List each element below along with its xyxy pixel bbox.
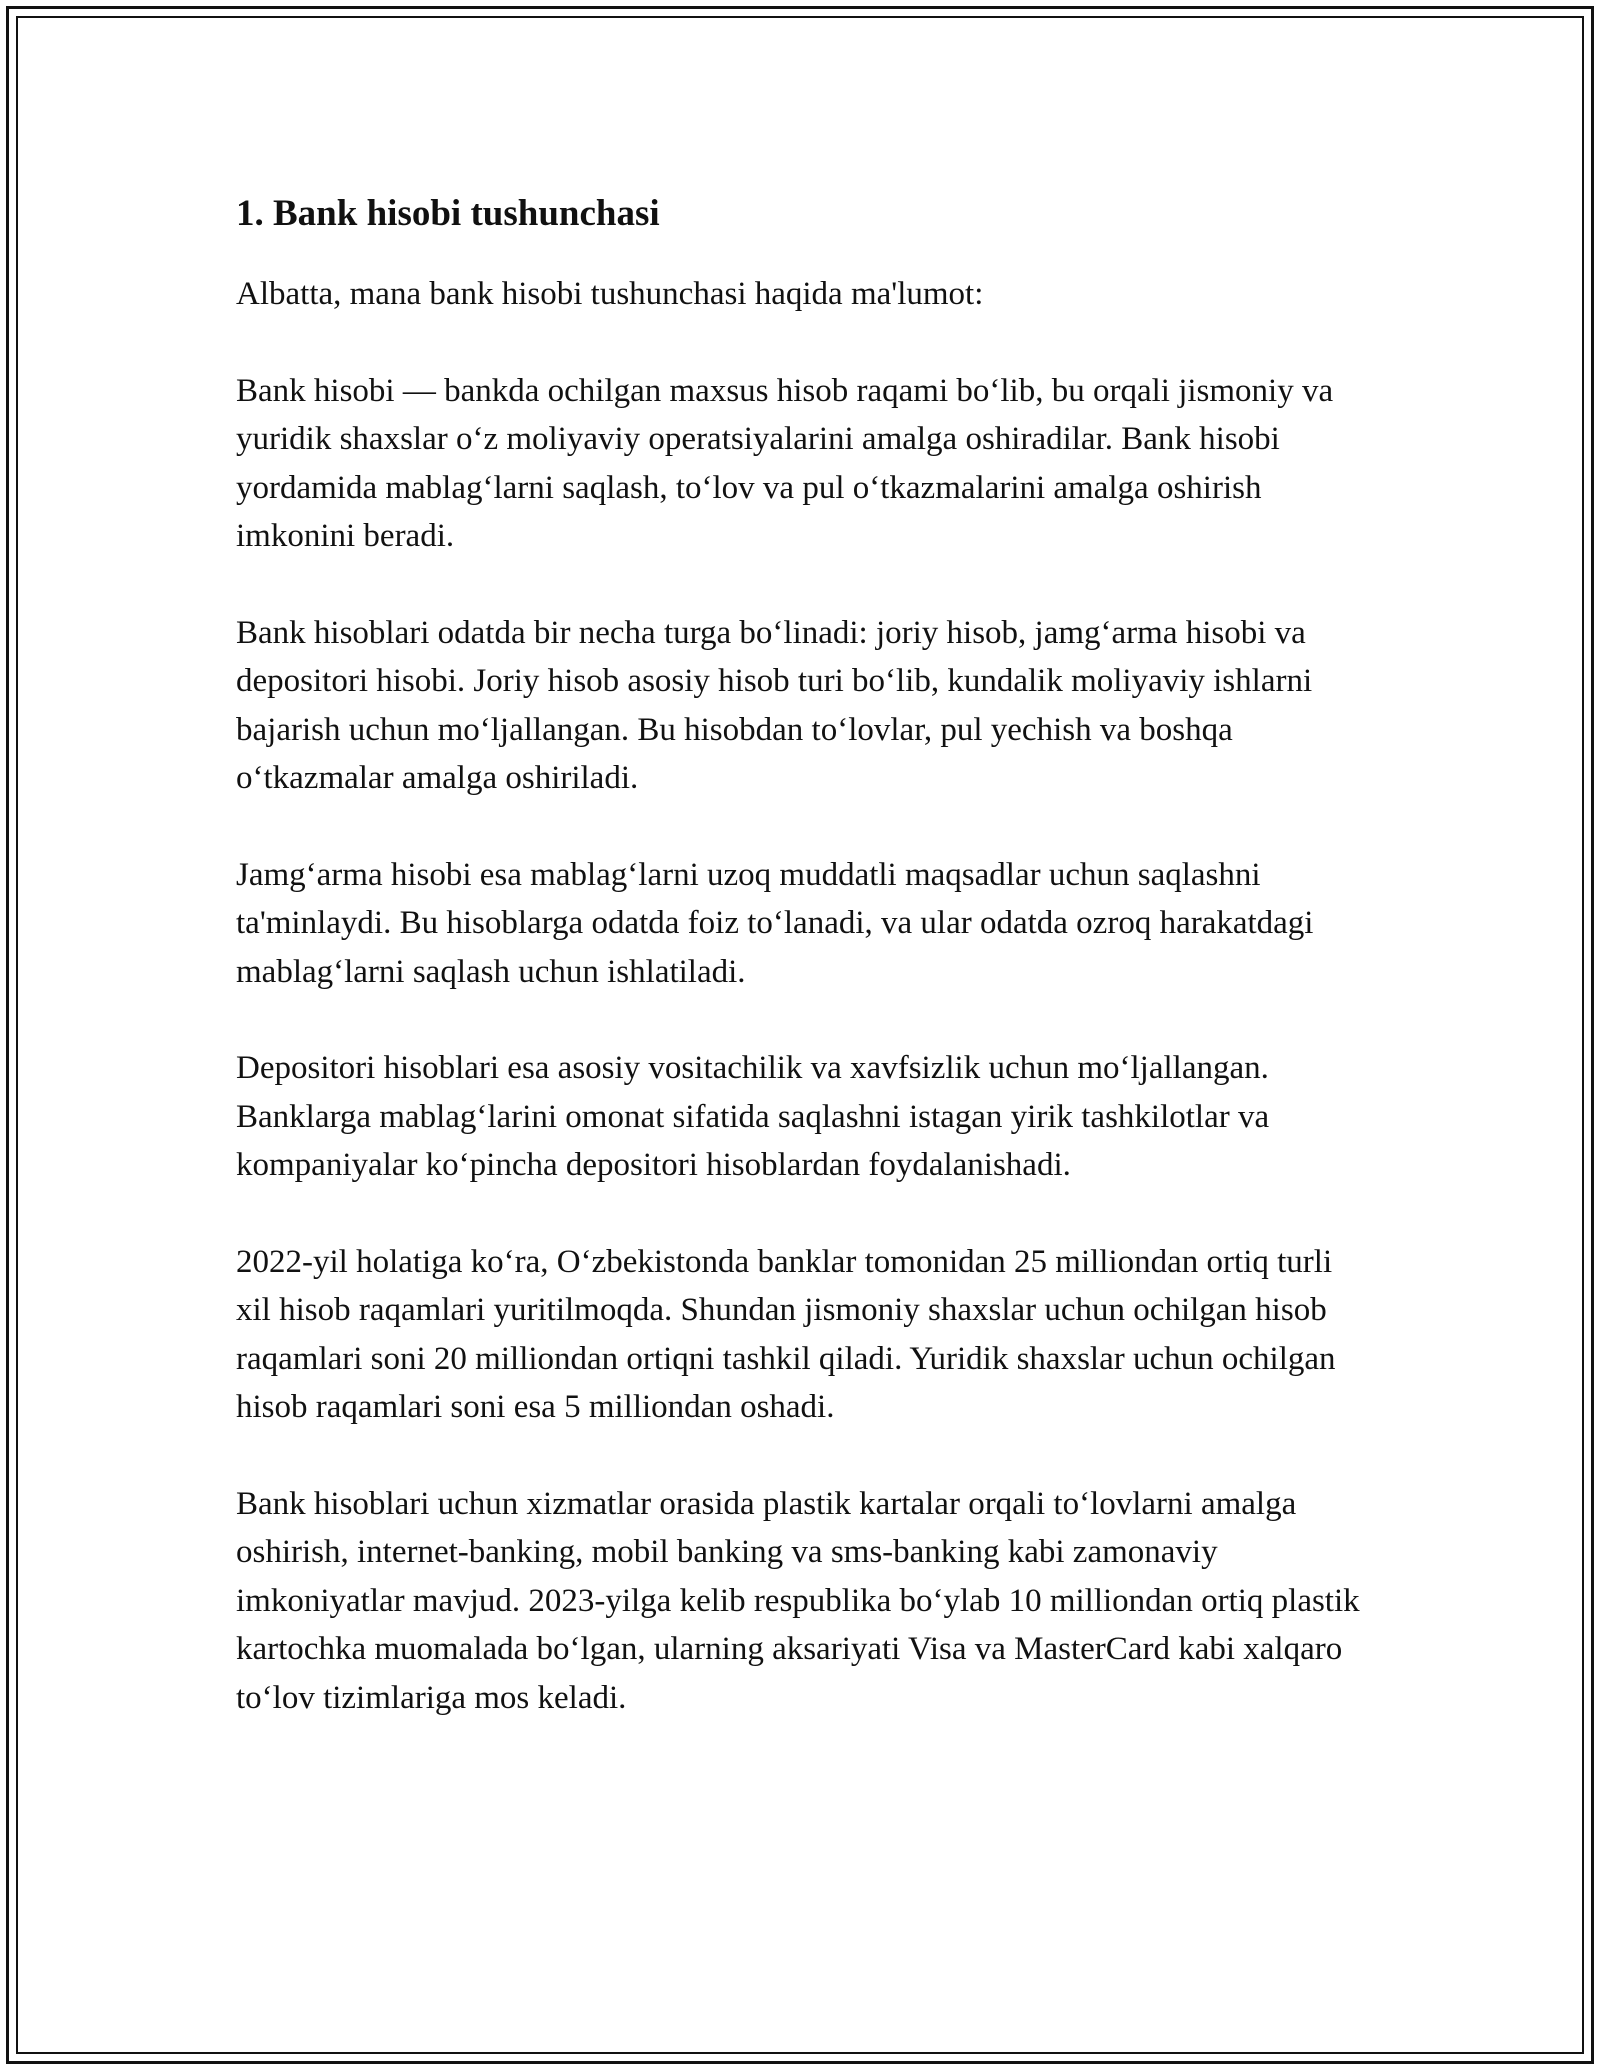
paragraph-depository-account: Depositori hisoblari esa asosiy vositachilik va xavfsizlik uchun moʻljallangan. Banklarga mablagʻlarini omonat sifatida saqlashni istagan yirik tashkilotlar va kompaniyalar koʻpincha depositori hisoblardan foydalanishadi. <box>236 1050 1270 1183</box>
document-body <box>236 188 1366 1770</box>
intro-paragraph: Albatta, mana bank hisobi tushunchasi haqida ma'lumot: <box>236 276 984 312</box>
paragraph-statistics: 2022-yil holatiga koʻra, Oʻzbekistonda banklar tomonidan 25 milliondan ortiq turli xil hisob raqamlari yuritilmoqda. Shundan jismoniy shaxslar uchun ochilgan hisob raqamlari soni 20 milliondan ortiqni tashkil qiladi. Yuridik shaxslar uchun ochilgan hisob raqamlari soni esa 5 milliondan oshadi. <box>236 1243 1336 1425</box>
paragraph-account-types: Bank hisoblari odatda bir necha turga boʻlinadi: joriy hisob, jamgʻarma hisobi va depositori hisobi. Joriy hisob asosiy hisob turi boʻlib, kundalik moliyaviy ishlarni bajarish uchun moʻljallangan. Bu hisobdan toʻlovlar, pul yechish va boshqa oʻtkazmalar amalga oshiriladi. <box>236 614 1313 796</box>
paragraph-definition: Bank hisobi — bankda ochilgan maxsus hisob raqami boʻlib, bu orqali jismoniy va yuridik shaxslar oʻz moliyaviy operatsiyalarini amalga oshiradilar. Bank hisobi yordamida mablagʻlarni saqlash, toʻlov va pul oʻtkazmalarini amalga oshirish imkonini beradi. <box>236 372 1334 554</box>
paragraph-services: Bank hisoblari uchun xizmatlar orasida plastik kartalar orqali toʻlovlarni amalga oshirish, internet-banking, mobil banking va sms-banking kabi zamonaviy imkoniyatlar mavjud. 2023-yilga kelib respublika boʻylab 10 milliondan ortiq plastik kartochka muomalada boʻlgan, ularning aksariyati Visa va MasterCard kabi xalqaro toʻlov tizimlariga mos keladi. <box>236 1485 1360 1716</box>
paragraph-savings-account: Jamgʻarma hisobi esa mablagʻlarni uzoq muddatli maqsadlar uchun saqlashni ta'minlaydi. Bu hisoblarga odatda foiz toʻlanadi, va ular odatda ozroq harakatdagi mablagʻlarni saqlash uchun ishlatiladi. <box>236 856 1314 990</box>
section-heading: 1. Bank hisobi tushunchasi <box>236 193 660 234</box>
